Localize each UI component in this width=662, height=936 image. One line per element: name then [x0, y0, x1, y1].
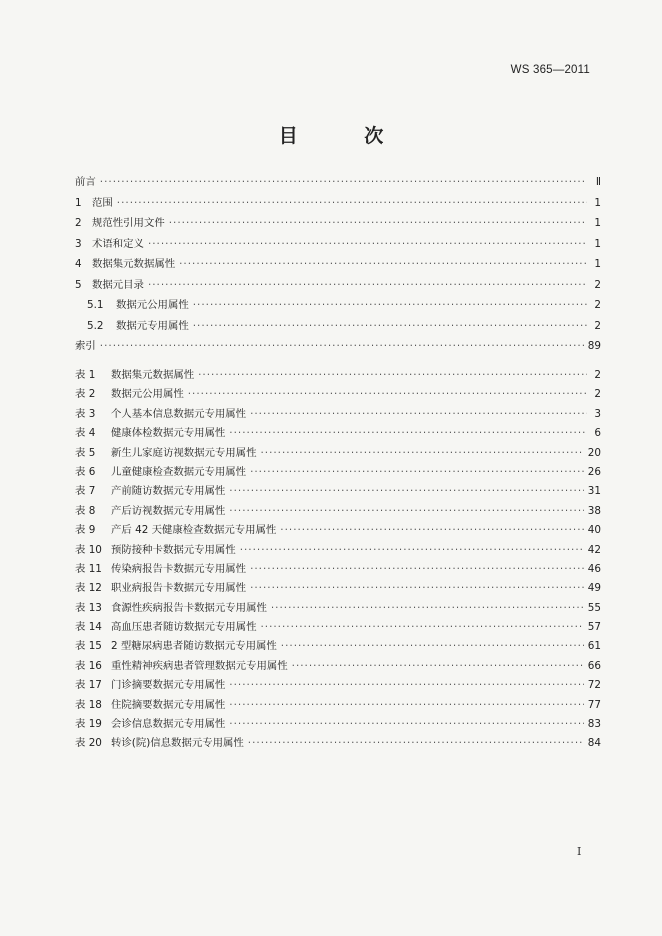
table-entry-page: 66	[587, 659, 601, 672]
table-entry-number: 表 18	[75, 698, 102, 711]
page-number: I	[577, 845, 582, 858]
table-entry-label: 产前随访数据元专用属性	[111, 485, 226, 498]
table-entry-label: 食源性疾病报告卡数据元专用属性	[111, 601, 267, 614]
table-entry-page: 57	[587, 621, 601, 634]
standard-code: WS 365—2011	[510, 64, 590, 76]
table-entry-number: 表 5	[75, 446, 96, 459]
table-entry-page: 46	[587, 562, 601, 575]
table-entry-number: 表 12	[75, 582, 102, 595]
table-entry-number: 表 1	[75, 369, 96, 381]
leader-dots	[148, 234, 587, 255]
leader-dots	[229, 502, 583, 521]
table-entry[interactable]	[75, 463, 601, 482]
table-entry-number: 表 15	[75, 640, 102, 653]
table-entry-page: 83	[587, 718, 601, 731]
table-entry[interactable]	[75, 676, 601, 695]
toc-entry-number: 3	[75, 237, 82, 250]
leader-dots	[250, 463, 584, 482]
table-entry-page: 49	[587, 582, 601, 595]
table-entry-page: 3	[594, 407, 601, 420]
table-entry-label: 会诊信息数据元专用属性	[111, 718, 226, 731]
toc-entry[interactable]	[75, 336, 601, 357]
toc-entry-page: 1	[594, 237, 601, 250]
table-entry[interactable]	[75, 579, 601, 598]
table-entry-page: 42	[587, 543, 601, 556]
table-entry-page: 20	[587, 446, 601, 459]
toc-entry-label: 术语和定义	[92, 237, 144, 250]
toc-entry[interactable]	[75, 254, 601, 275]
table-entry-label: 职业病报告卡数据元专用属性	[111, 582, 247, 595]
table-entry-label: 健康体检数据元专用属性	[111, 427, 226, 440]
table-entry-label: 产后访视数据元专用属性	[111, 504, 226, 517]
table-entry[interactable]	[75, 541, 601, 560]
leader-dots	[179, 254, 587, 275]
leader-dots	[250, 560, 584, 579]
table-entry-label: 个人基本信息数据元专用属性	[111, 407, 247, 420]
toc-entry[interactable]	[75, 172, 601, 193]
table-entry-page: 38	[587, 504, 601, 517]
page-title: 目 次	[278, 125, 414, 147]
leader-dots	[229, 482, 583, 501]
table-entry-page: 26	[587, 465, 601, 478]
leader-dots	[229, 424, 587, 443]
toc-entry-page: 1	[594, 196, 601, 209]
toc-tables	[75, 366, 601, 754]
leader-dots	[117, 193, 587, 214]
table-entry-number: 表 11	[75, 562, 102, 575]
leader-dots	[193, 316, 587, 337]
table-entry-number: 表 7	[75, 485, 96, 498]
table-entry[interactable]	[75, 657, 601, 676]
table-entry-label: 转诊(院)信息数据元专用属性	[111, 737, 244, 750]
table-entry[interactable]	[75, 599, 601, 618]
leader-dots	[148, 275, 587, 296]
toc-entry[interactable]	[75, 213, 601, 234]
table-entry-number: 表 6	[75, 465, 96, 478]
table-entry-label: 门诊摘要数据元专用属性	[111, 679, 226, 692]
toc-entry-page: 1	[594, 217, 601, 229]
table-entry[interactable]	[75, 560, 601, 579]
table-entry-label: 数据集元数据属性	[111, 369, 195, 381]
table-entry-label: 儿童健康检查数据元专用属性	[111, 465, 247, 478]
table-entry-page: 55	[587, 601, 601, 614]
toc-entry-page: Ⅱ	[595, 176, 601, 188]
toc-entry[interactable]	[75, 275, 601, 296]
leader-dots	[271, 599, 584, 618]
toc-sections	[75, 172, 601, 357]
table-entry-label: 2 型糖尿病患者随访数据元专用属性	[111, 640, 277, 653]
table-entry[interactable]	[75, 366, 601, 385]
table-entry-page: 72	[587, 679, 601, 692]
leader-dots	[248, 734, 584, 753]
leader-dots	[280, 521, 583, 540]
table-entry-number: 表 20	[75, 737, 102, 750]
table-entry[interactable]	[75, 521, 601, 540]
leader-dots	[229, 676, 583, 695]
toc-entry-page: 2	[594, 299, 601, 311]
leader-dots	[100, 336, 584, 357]
leader-dots	[250, 579, 584, 598]
leader-dots	[188, 385, 587, 404]
table-entry[interactable]	[75, 482, 601, 501]
leader-dots	[240, 541, 584, 560]
table-entry[interactable]	[75, 424, 601, 443]
table-entry-label: 预防接种卡数据元专用属性	[111, 543, 236, 556]
leader-dots	[292, 657, 584, 676]
leader-dots	[229, 696, 583, 715]
table-entry-number: 表 14	[75, 621, 102, 634]
table-entry[interactable]	[75, 385, 601, 404]
toc-entry-label: 范围	[92, 196, 113, 209]
table-entry[interactable]	[75, 696, 601, 715]
table-entry-page: 31	[587, 485, 601, 498]
table-entry-page: 77	[587, 698, 601, 711]
table-entry-page: 84	[587, 737, 601, 750]
table-entry-label: 新生儿家庭访视数据元专用属性	[111, 446, 257, 459]
table-entry-number: 表 17	[75, 679, 102, 692]
table-entry-number: 表 8	[75, 504, 96, 517]
toc-entry-number: 4	[75, 258, 82, 270]
leader-dots	[169, 213, 587, 234]
table-entry-label: 重性精神疾病患者管理数据元专用属性	[111, 659, 288, 672]
table-entry-page: 2	[594, 388, 601, 401]
table-entry[interactable]	[75, 715, 601, 734]
toc-entry-label: 数据集元数据属性	[92, 258, 176, 270]
toc-entry[interactable]	[75, 295, 601, 316]
table-entry-number: 表 16	[75, 659, 102, 672]
toc-entry[interactable]	[75, 193, 601, 214]
toc-entry[interactable]	[75, 316, 601, 337]
table-entry-page: 6	[594, 427, 601, 440]
table-entry-page: 61	[587, 640, 601, 653]
table-entry-number: 表 19	[75, 718, 102, 731]
table-entry[interactable]	[75, 734, 601, 753]
toc-entry-number: 5.2	[87, 319, 104, 332]
table-entry[interactable]	[75, 502, 601, 521]
toc-entry-page: 2	[594, 319, 601, 332]
toc-entry-label: 前言	[75, 176, 96, 188]
table-entry-page: 40	[587, 524, 601, 537]
toc-entry-number: 2	[75, 217, 82, 229]
toc-entry-label: 数据元专用属性	[116, 319, 189, 332]
table-entry-label: 产后 42 天健康检查数据元专用属性	[111, 524, 277, 537]
leader-dots	[100, 172, 587, 193]
toc-entry-number: 5.1	[87, 299, 104, 311]
toc-entry-label: 数据元公用属性	[116, 299, 189, 311]
leader-dots	[229, 715, 583, 734]
toc-entry-number: 1	[75, 196, 82, 209]
table-entry-number: 表 3	[75, 407, 96, 420]
table-entry-label: 传染病报告卡数据元专用属性	[111, 562, 247, 575]
leader-dots	[250, 405, 587, 424]
toc-entry-page: 1	[594, 258, 601, 270]
toc-entry[interactable]	[75, 234, 601, 255]
table-entry-number: 表 4	[75, 427, 96, 440]
table-entry-number: 表 13	[75, 601, 102, 614]
leader-dots	[193, 295, 587, 316]
toc-entry-label: 索引	[75, 340, 96, 352]
table-entry-label: 高血压患者随访数据元专用属性	[111, 621, 257, 634]
leader-dots	[260, 444, 583, 463]
table-entry-page: 2	[594, 369, 601, 381]
leader-dots	[281, 637, 584, 656]
table-entry-number: 表 10	[75, 543, 102, 556]
table-entry[interactable]	[75, 618, 601, 637]
table-entry-label: 住院摘要数据元专用属性	[111, 698, 226, 711]
toc-entry-label: 数据元目录	[92, 278, 144, 291]
toc-entry-page: 89	[587, 340, 601, 352]
table-entry-number: 表 9	[75, 524, 96, 537]
toc-entry-label: 规范性引用文件	[92, 217, 165, 229]
toc-entry-page: 2	[594, 278, 601, 291]
table-entry[interactable]	[75, 444, 601, 463]
toc-entry-number: 5	[75, 278, 82, 291]
table-entry-label: 数据元公用属性	[111, 388, 184, 401]
leader-dots	[260, 618, 583, 637]
table-entry-number: 表 2	[75, 388, 96, 401]
table-entry[interactable]	[75, 405, 601, 424]
table-entry[interactable]	[75, 637, 601, 656]
leader-dots	[198, 366, 587, 385]
